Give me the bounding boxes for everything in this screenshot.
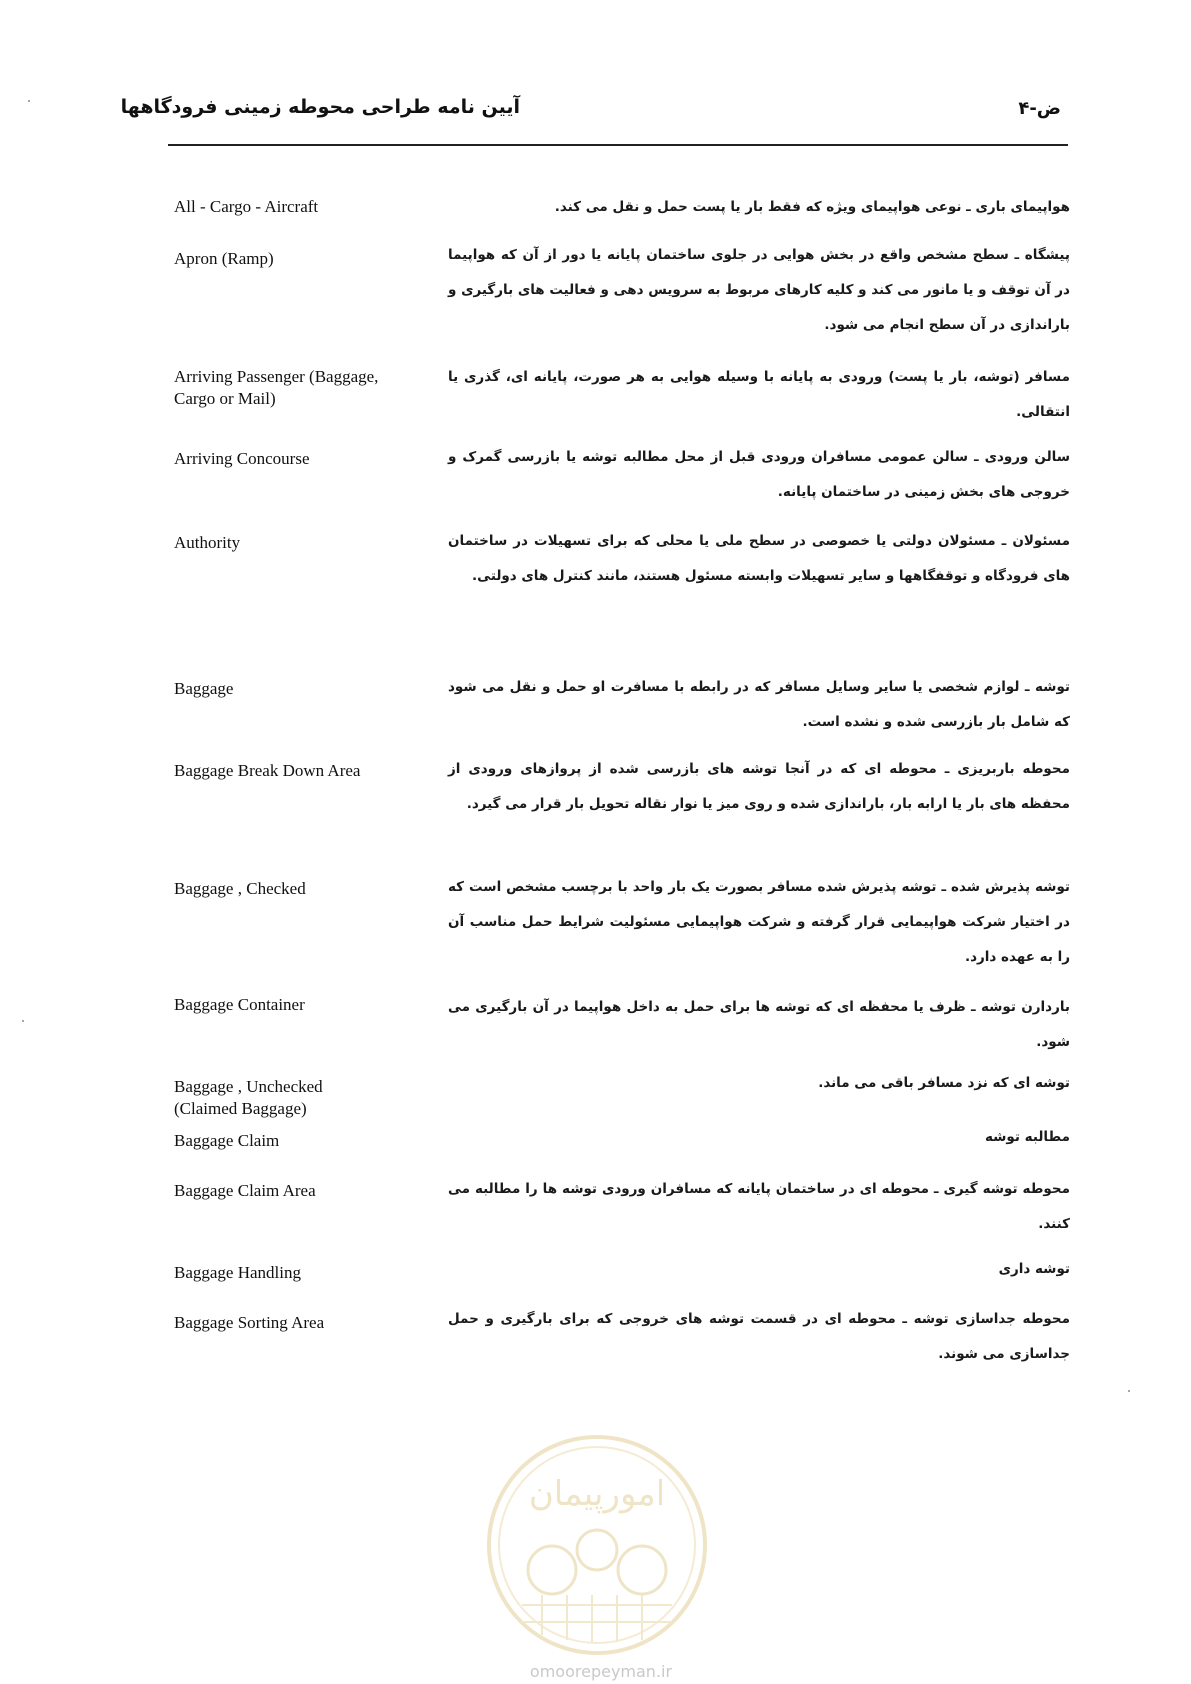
watermark-logo-icon [482,1430,712,1660]
entry-term: Baggage Sorting Area [174,1313,325,1332]
entry-term: All - Cargo - Aircraft [174,197,319,216]
entry-term: Baggage Claim Area [174,1181,316,1200]
entry-definition: توشه ای که نزد مسافر باقی می ماند. [818,1075,1070,1091]
entry-definition: هواپیمای باری ـ نوعی هواپیمای ویژه که فقط بار یا پست حمل و نقل می کند. [554,199,1070,215]
entry-definition: پیشگاه ـ سطح مشخص واقع در بخش هوایی در جلوی ساختمان پایانه یا دور از آن که هواپیما در آن توقف و یا مانور می کند و کلیه کارهای مربوط به سرویس دهی و فعالیت های بارگیری و باراندازی در آن سطح انجام می شود. [448,247,1070,333]
entry-term: Baggage , Checked [174,879,306,898]
entry-term: Baggage Container [174,995,305,1014]
entry-definition: توشه ـ لوازم شخصی یا سایر وسایل مسافر که در رابطه با مسافرت او حمل و نقل می شود که شامل بار بازرسی شده و نشده است. [448,679,1070,730]
entry-definition: مطالبه توشه [984,1129,1070,1145]
entry-definition: باردارن توشه ـ ظرف یا محفظه ای که توشه ها برای حمل به داخل هواپیما در آن بارگیری می شود. [448,999,1070,1050]
entry-definition: محوطه جداسازی توشه ـ محوطه ای در قسمت توشه های خروجی که برای بارگیری و حمل جداسازی می شوند. [448,1311,1070,1362]
entry-term: Baggage Claim [174,1131,280,1150]
entry-term: Baggage [174,679,234,698]
entry-term: Authority [174,533,241,552]
entry-definition: محوطه باربریزی ـ محوطه ای که در آنجا توشه های بازرسی شده از پروازهای ورودی از محفظه های بار یا ارابه بار، باراندازی شده و روی میز یا نوار نقاله تحویل بار قرار می گیرد. [448,761,1070,812]
entry-definition: توشه پذیرش شده ـ توشه پذیرش شده مسافر بصورت یک بار واحد با برچسب مشخص است که در اختیار شرکت هواپیمایی قرار گرفته و شرکت هواپیمایی مسئولیت شرایط حمل مناسب آن را به عهده دارد. [448,879,1070,965]
watermark-url: omoorepeyman.ir [529,1662,673,1681]
entry-definition: مسئولان ـ مسئولان دولتی یا خصوصی در سطح ملی یا محلی که برای تسهیلات در ساختمان های فرودگاه و توقفگاهها و سایر تسهیلات وابسته مسئول هستند، مانند کنترل های دولتی. [448,533,1070,584]
entry-term: Arriving Concourse [174,449,310,468]
page-title: آیین نامه طراحی محوطه زمینی فرودگاهها [120,96,520,118]
scan-speck [22,1020,24,1022]
page-number: ض-۴ [1018,98,1061,119]
entry-term: Arriving Passenger (Baggage, Cargo or Mail) [174,367,379,408]
entry-term: Baggage , Unchecked (Claimed Baggage) [174,1077,323,1118]
entry-term: Apron (Ramp) [174,249,274,268]
entry-definition: توشه داری [998,1261,1070,1277]
entry-definition: سالن ورودی ـ سالن عمومی مسافران ورودی قبل از محل مطالبه توشه یا بازرسی گمرک و خروجی های بخش زمینی در ساختمان پایانه. [448,449,1070,500]
entry-definition: محوطه توشه گیری ـ محوطه ای در ساختمان پایانه که مسافران ورودی توشه ها را مطالبه می کنند. [448,1181,1070,1232]
entry-definition: مسافر (توشه، بار یا پست) ورودی به پایانه با وسیله هوایی به هر صورت، پایانه ای، گذری یا انتقالی. [448,369,1070,420]
scan-speck [1128,1390,1130,1392]
entry-term: Baggage Handling [174,1263,301,1282]
watermark-brand: امورپیمان [528,1474,666,1514]
scan-speck [28,100,30,102]
header-divider [168,144,1068,146]
entry-term: Baggage Break Down Area [174,761,361,780]
